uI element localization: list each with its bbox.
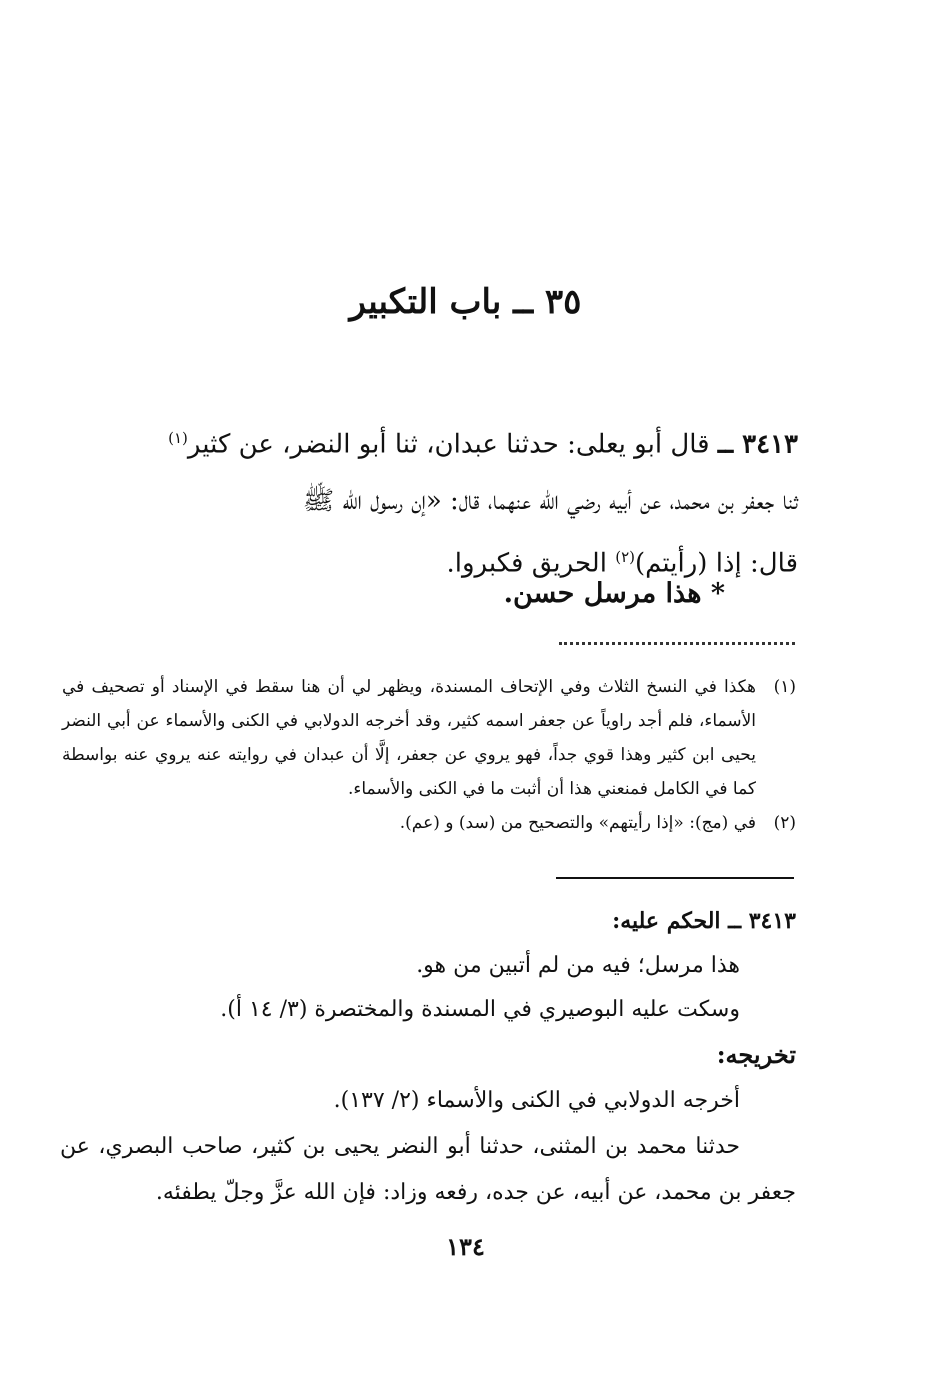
footnote-text: في (مج): «إذا رأيتهم» والتصحيح من (سد) و (عم).	[399, 813, 756, 833]
ruling-line-1: هذا مرسل؛ فيه من لم أتبين من هو.	[416, 953, 740, 978]
ruling-line-2: وسكت عليه البوصيري في المسندة والمختصرة (٣/ ١٤ أ).	[220, 997, 740, 1022]
hadith-line-3-text-b: الحريق فكبروا.	[446, 548, 607, 579]
takhrij-heading: تخريجه:	[716, 1040, 796, 1069]
footnote-text: هكذا في النسخ الثلاث وفي الإتحاف المسندة، ويظهر لي أن هنا سقط في الإسناد أو تصحيف في الأسماء، فلم أجد راوياً عن جعفر اسمه كثير، وقد أخرجه الدولابي في الكنى والأسماء عن أبي النضر يحيى ابن كثير وهذا قوي جداً، فهو يروي عن جعفر، إلَّا أن عبدان في روايته عنه يروي عنه بواسطة كما في الكامل فمنعني هذا أن أثبت ما في الكنى والأسماء.	[62, 677, 756, 799]
hadith-grade: * هذا مرسل حسن.	[503, 578, 725, 609]
footnote-ref-1[interactable]: (١)	[168, 429, 188, 447]
hadith-number: ٣٤١٣ ــ	[717, 429, 798, 460]
hadith-line-1-text: قال أبو يعلى: حدثنا عبدان، ثنا أبو النضر، عن كثير	[187, 429, 710, 460]
footnote-ref-2[interactable]: (٢)	[615, 547, 635, 566]
takhrij-paragraph: حدثنا محمد بن المثنى، حدثنا أبو النضر يحيى بن كثير، صاحب البصري، عن جعفر بن محمد، عن أبيه، عن جده، رفعه وزاد: فإن الله عزَّ وجلّ يطفئه.	[60, 1134, 796, 1205]
takhrij-line-1: أخرجه الدولابي في الكنى والأسماء (٢/ ١٣٧).	[333, 1088, 740, 1113]
footnote-1	[62, 670, 796, 806]
ruling-section	[60, 898, 796, 1216]
hadith-text	[120, 410, 798, 591]
hadith-line-1	[120, 410, 798, 473]
hadith-line-3-text-a: قال: إذا (رأيتم)	[634, 548, 798, 579]
ruling-heading: ٣٤١٣ ــ الحكم عليه:	[612, 908, 796, 934]
footnotes	[62, 670, 796, 840]
footnote-number: (٢)	[773, 813, 796, 833]
footnote-separator	[559, 642, 795, 645]
footnote-number: (١)	[773, 677, 796, 697]
footnote-2	[62, 806, 796, 840]
section-divider	[556, 877, 794, 879]
hadith-line-2: ثنا جعفر بن محمد، عن أبيه رضي الله عنهما، قال: «إن رسول الله ﷺ	[302, 485, 798, 516]
chapter-title: ٣٥ ــ باب التكبير	[349, 282, 582, 322]
page-number: ١٣٤	[446, 1232, 485, 1261]
